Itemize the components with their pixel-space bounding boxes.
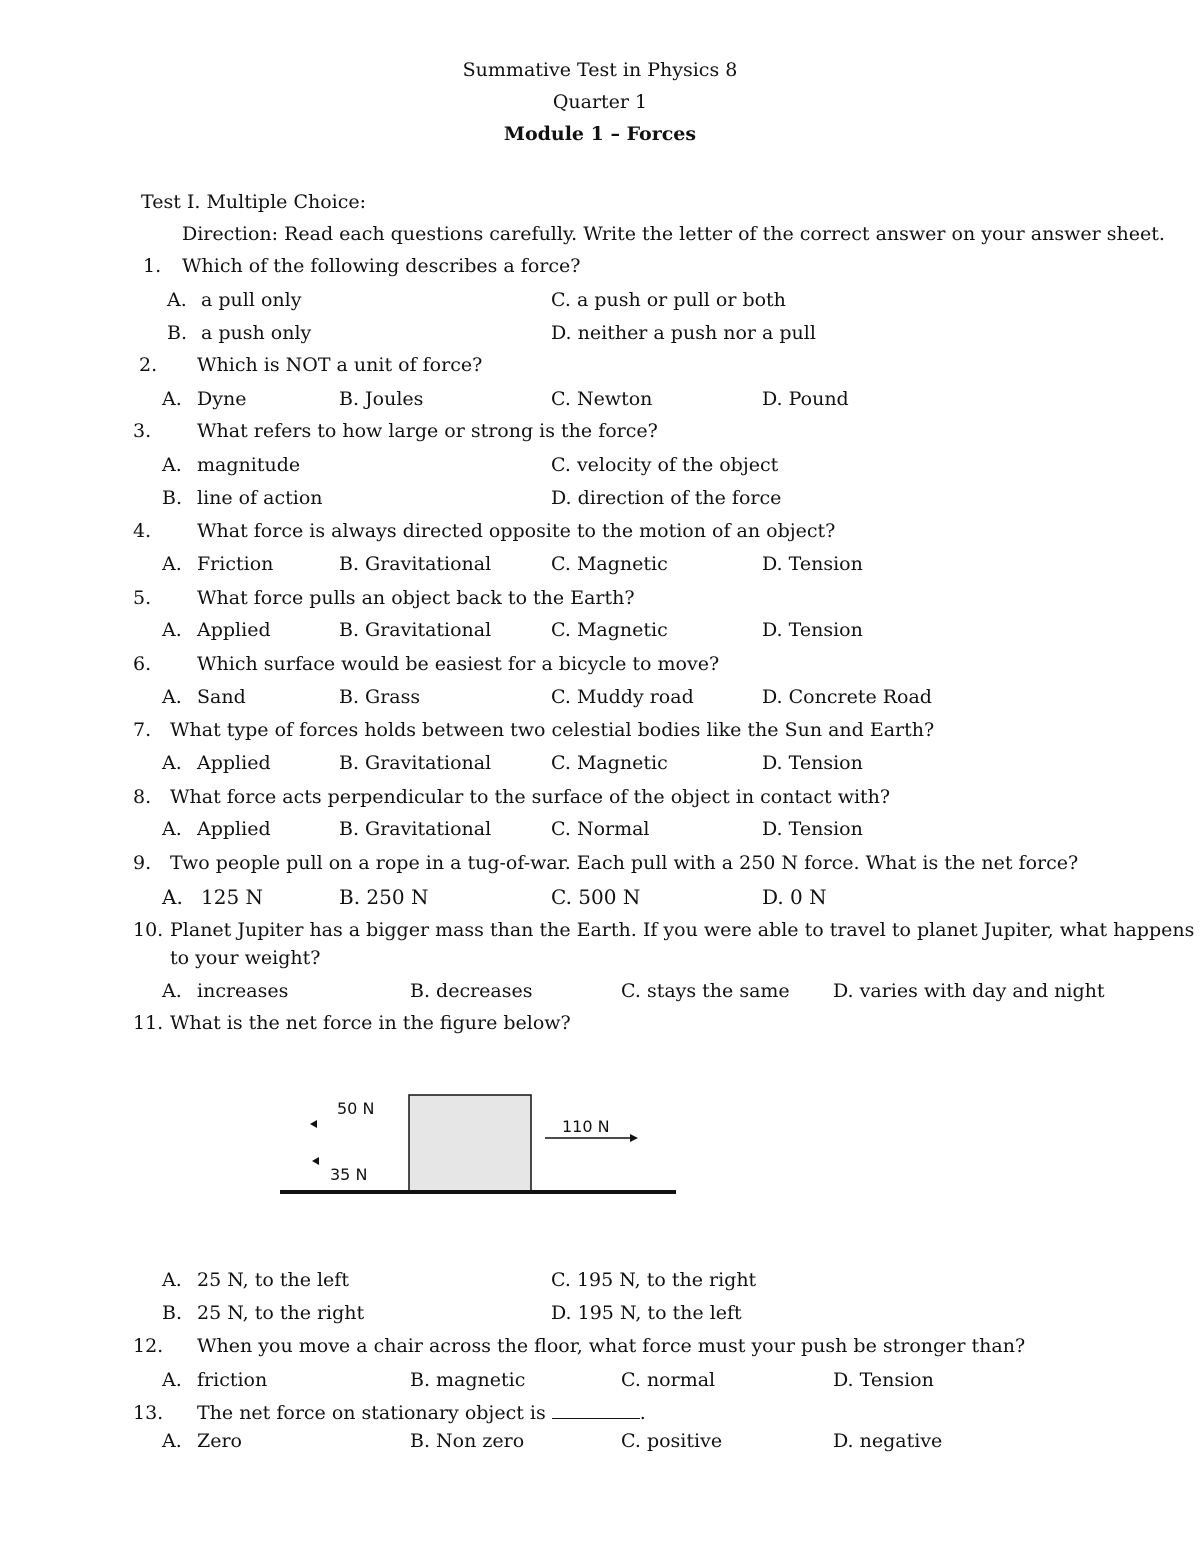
option-text: D. Concrete Road xyxy=(762,686,932,708)
option-text: C. a push or pull or both xyxy=(551,289,786,311)
option-text: C. Muddy road xyxy=(551,686,694,708)
question-number: 10. xyxy=(133,919,164,941)
test-label: Test I. Multiple Choice: xyxy=(141,191,367,213)
option-text: 25 N, to the right xyxy=(197,1302,365,1324)
question-number: 7. xyxy=(133,719,152,741)
option-text: D. Tension xyxy=(762,553,863,575)
option-text: C. Newton xyxy=(551,388,653,410)
question-number: 5. xyxy=(133,587,152,609)
question-text: What force pulls an object back to the Earth? xyxy=(197,587,635,609)
option-text: D. Tension xyxy=(762,752,863,774)
question-number: 2. xyxy=(139,354,158,376)
option-text: a pull only xyxy=(201,289,302,311)
force-label-50: 50 N xyxy=(337,1099,375,1118)
option-text: B. Gravitational xyxy=(339,752,492,774)
option-text: B. Non zero xyxy=(410,1430,525,1452)
question-number: 8. xyxy=(133,786,152,808)
option-text: Dyne xyxy=(197,388,247,410)
question-text: Two people pull on a rope in a tug-of-war. Each pull with a 250 N force. What is the net force? xyxy=(170,852,1079,874)
option-text: increases xyxy=(197,980,289,1002)
option-text: 125 N xyxy=(201,885,264,909)
option-text: B. magnetic xyxy=(410,1369,526,1391)
option-text: D. 195 N, to the left xyxy=(551,1302,742,1324)
answer-blank xyxy=(552,1404,640,1419)
option-text: B. 250 N xyxy=(339,885,429,909)
option-letter: A. xyxy=(162,1369,182,1391)
question-text: What refers to how large or strong is the force? xyxy=(197,420,658,442)
option-letter: A. xyxy=(162,980,182,1002)
option-text: C. 195 N, to the right xyxy=(551,1269,757,1291)
arrowhead-right xyxy=(630,1134,638,1142)
question-text: The net force on stationary object is xyxy=(197,1402,546,1424)
option-text: C. positive xyxy=(621,1430,723,1452)
question-text: Which of the following describes a force? xyxy=(182,255,581,277)
option-text: Applied xyxy=(197,818,271,840)
option-text: D. Tension xyxy=(762,818,863,840)
question-text: What type of forces holds between two celestial bodies like the Sun and Earth? xyxy=(170,719,935,741)
option-letter: A. xyxy=(167,289,187,311)
option-text: Applied xyxy=(197,619,271,641)
option-letter: A. xyxy=(162,818,182,840)
arrowhead-left-top xyxy=(310,1120,317,1128)
option-text: D. 0 N xyxy=(762,885,827,909)
question-text: Planet Jupiter has a bigger mass than the Earth. If you were able to travel to planet Jupiter, what happens xyxy=(170,919,1195,941)
option-letter: A. xyxy=(162,885,183,909)
page-title: Summative Test in Physics 8 xyxy=(462,59,738,81)
option-letter: A. xyxy=(162,1269,182,1291)
arrowhead-left-bottom xyxy=(312,1157,319,1165)
option-letter: A. xyxy=(162,388,182,410)
option-text: B. Gravitational xyxy=(339,818,492,840)
question-text: What force is always directed opposite to the motion of an object? xyxy=(197,520,836,542)
option-text: Friction xyxy=(197,553,274,575)
option-text: 25 N, to the left xyxy=(197,1269,349,1291)
option-text: Sand xyxy=(197,686,246,708)
option-letter: A. xyxy=(162,686,182,708)
option-text: a push only xyxy=(201,322,312,344)
option-text: C. Magnetic xyxy=(551,553,668,575)
question-number: 12. xyxy=(133,1335,164,1357)
option-letter: B. xyxy=(162,487,183,509)
question-text-end: . xyxy=(639,1402,646,1424)
question-text-continued: to your weight? xyxy=(170,947,321,969)
option-letter: A. xyxy=(162,454,182,476)
question-text: When you move a chair across the floor, what force must your push be stronger than? xyxy=(197,1335,1026,1357)
option-text: D. Pound xyxy=(762,388,849,410)
force-label-35: 35 N xyxy=(330,1165,368,1184)
quarter-label: Quarter 1 xyxy=(552,91,648,113)
option-letter: A. xyxy=(162,553,182,575)
option-text: Applied xyxy=(197,752,271,774)
option-text: B. Joules xyxy=(339,388,424,410)
option-text: B. Gravitational xyxy=(339,553,492,575)
option-text: magnitude xyxy=(197,454,301,476)
box xyxy=(409,1095,531,1192)
option-text: B. Grass xyxy=(339,686,421,708)
option-text: Zero xyxy=(197,1430,242,1452)
option-letter: A. xyxy=(162,752,182,774)
option-text: C. normal xyxy=(621,1369,716,1391)
option-text: D. Tension xyxy=(833,1369,934,1391)
question-number: 3. xyxy=(133,420,152,442)
option-text: C. Magnetic xyxy=(551,752,668,774)
option-text: C. 500 N xyxy=(551,885,641,909)
option-text: B. Gravitational xyxy=(339,619,492,641)
question-number: 4. xyxy=(133,520,152,542)
option-letter: A. xyxy=(162,1430,182,1452)
option-text: D. negative xyxy=(833,1430,943,1452)
option-text: D. neither a push nor a pull xyxy=(551,322,816,344)
force-label-110: 110 N xyxy=(562,1117,610,1136)
option-letter: B. xyxy=(162,1302,183,1324)
question-text-line xyxy=(197,1404,646,1423)
question-text: Which is NOT a unit of force? xyxy=(197,354,483,376)
option-text: D. direction of the force xyxy=(551,487,782,509)
question-text: What force acts perpendicular to the surface of the object in contact with? xyxy=(170,786,891,808)
option-text: C. velocity of the object xyxy=(551,454,779,476)
directions: Direction: Read each questions carefully. Write the letter of the correct answer on your answer sheet. xyxy=(182,223,1165,245)
question-number: 1. xyxy=(143,255,162,277)
option-text: C. Normal xyxy=(551,818,650,840)
option-letter: B. xyxy=(167,322,188,344)
option-text: friction xyxy=(197,1369,268,1391)
option-text: C. stays the same xyxy=(621,980,790,1002)
question-number: 9. xyxy=(133,852,152,874)
question-text: Which surface would be easiest for a bicycle to move? xyxy=(197,653,720,675)
option-letter: A. xyxy=(162,619,182,641)
question-text: What is the net force in the figure below? xyxy=(170,1012,571,1034)
question-number: 11. xyxy=(133,1012,164,1034)
option-text: C. Magnetic xyxy=(551,619,668,641)
option-text: line of action xyxy=(197,487,323,509)
module-title: Module 1 – Forces xyxy=(503,123,697,145)
option-text: D. varies with day and night xyxy=(833,980,1105,1002)
option-text: D. Tension xyxy=(762,619,863,641)
force-diagram xyxy=(270,1085,690,1205)
question-number: 13. xyxy=(133,1402,164,1424)
question-number: 6. xyxy=(133,653,152,675)
option-text: B. decreases xyxy=(410,980,533,1002)
